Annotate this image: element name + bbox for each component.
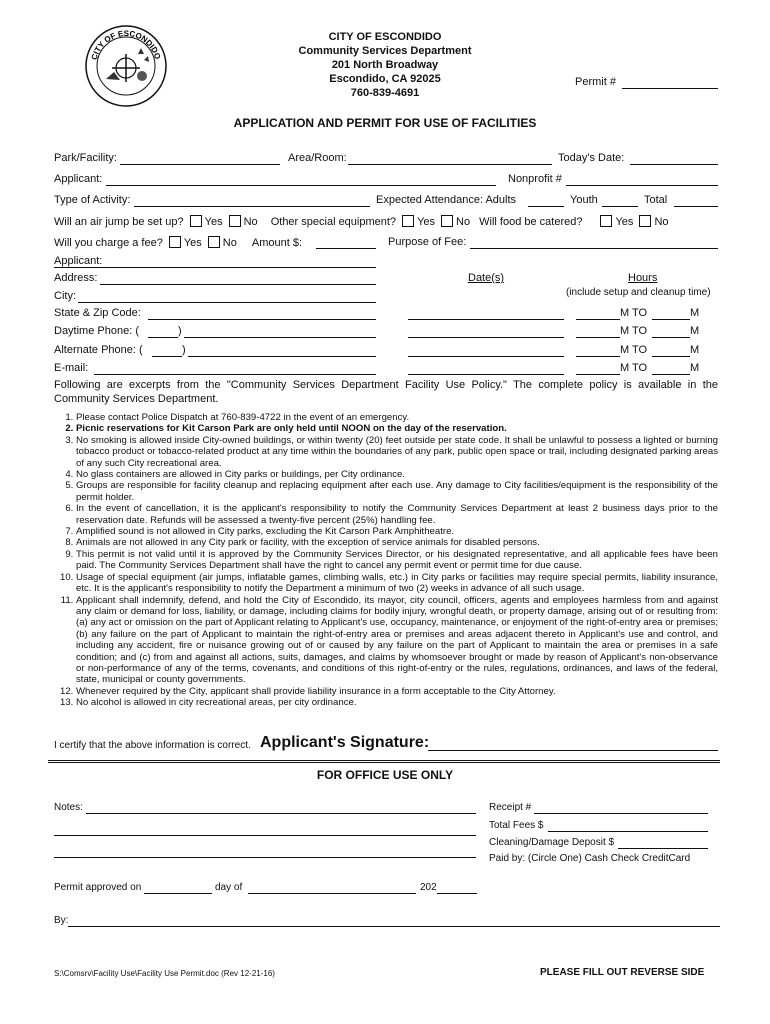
year-field[interactable] [437, 893, 477, 894]
applicant-label: Applicant: [54, 173, 103, 185]
office-title: FOR OFFICE USE ONLY [316, 768, 454, 782]
end-time-4[interactable] [652, 374, 690, 375]
deposit-label: Cleaning/Damage Deposit $ [489, 837, 615, 848]
daytime-phone-label: Daytime Phone: ( [54, 325, 139, 337]
email-label: E-mail: [54, 362, 89, 374]
state-zip-field[interactable] [148, 319, 376, 320]
alternate-phone-label: Alternate Phone: ( [54, 344, 143, 356]
total-fees-label: Total Fees $ [489, 820, 544, 831]
notes-field-3[interactable] [54, 857, 476, 858]
by-label: By: [54, 915, 69, 926]
area-room-label: Area/Room: [288, 152, 347, 164]
svg-text:CITY OF ESCONDIDO: CITY OF ESCONDIDO [89, 28, 163, 61]
todays-date-field[interactable] [630, 164, 718, 165]
type-activity-field[interactable] [134, 206, 370, 207]
city-field[interactable] [78, 302, 376, 303]
policy-item: 12. Whenever required by the City, applicant shall provide liability insurance in a form acceptable to the City Attorney. [76, 686, 718, 697]
approved-on-label: Permit approved on [54, 882, 142, 893]
m-label: M [690, 362, 700, 374]
daytime-area-field[interactable] [148, 337, 178, 338]
m-to-label: M TO [620, 362, 648, 374]
amount-field[interactable] [316, 248, 376, 249]
daytime-phone-field[interactable] [184, 337, 376, 338]
other-equipment-yes-checkbox[interactable] [402, 215, 414, 227]
date-field-1[interactable] [408, 319, 564, 320]
state-zip-label: State & Zip Code: [54, 307, 141, 319]
no-label: No [222, 237, 237, 249]
other-equipment-label: Other special equipment? [270, 216, 397, 228]
receipt-label: Receipt # [489, 802, 532, 813]
header-block [250, 30, 520, 100]
alternate-phone-field[interactable] [188, 356, 376, 357]
policy-item: 13. No alcohol is allowed in city recreational areas, per city ordinance. [76, 697, 718, 708]
purpose-fee-label: Purpose of Fee: [388, 236, 467, 248]
policy-item: 5. Groups are responsible for facility cleanup and replacing equipment after each use. Any damage to City facilities/equipment is the responsibility of the permit holder. [76, 480, 718, 503]
applicant2-label: Applicant: [54, 255, 103, 267]
address-field[interactable] [100, 284, 376, 285]
start-time-2[interactable] [576, 337, 620, 338]
youth-label: Youth [570, 194, 598, 206]
no-label: No [243, 216, 258, 228]
applicant-field[interactable] [106, 185, 496, 186]
date-field-3[interactable] [408, 356, 564, 357]
air-jump-yes-checkbox[interactable] [190, 215, 202, 227]
nonprofit-label: Nonprofit # [508, 173, 562, 185]
equipment-row [54, 215, 669, 228]
area-room-field[interactable] [348, 164, 552, 165]
permit-number-field[interactable] [622, 88, 718, 89]
policy-item: 8. Animals are not allowed in any City park or facility, with the exception of service animals for disabled persons. [76, 537, 718, 548]
catered-yes-checkbox[interactable] [600, 215, 612, 227]
hours-heading: Hours [628, 272, 658, 284]
applicant2-field[interactable] [54, 267, 376, 268]
end-time-1[interactable] [652, 319, 690, 320]
dates-heading: Date(s) [468, 272, 505, 284]
policy-intro: Following are excerpts from the "Community Services Department Facility Use Policy." The complete policy is available in the Community Services Department. [54, 379, 718, 405]
fee-no-checkbox[interactable] [208, 236, 220, 248]
start-time-3[interactable] [576, 356, 620, 357]
file-path: S:\Comsrv\Facility Use\Facility Use Permit.doc (Rev 12-21-16) [54, 969, 275, 978]
date-field-2[interactable] [408, 337, 564, 338]
fee-row [54, 236, 302, 249]
m-label: M [690, 325, 700, 337]
signature-label: Applicant's Signature: [260, 734, 430, 751]
total-field[interactable] [674, 206, 718, 207]
receipt-field[interactable] [534, 813, 708, 814]
air-jump-label: Will an air jump be set up? [54, 216, 184, 228]
certify-text: I certify that the above information is correct. [54, 740, 251, 751]
approved-day-field[interactable] [144, 893, 212, 894]
m-to-label: M TO [620, 307, 648, 319]
address-label: Address: [54, 272, 98, 284]
policy-item: 1. Please contact Police Dispatch at 760-839-4722 in the event of an emergency. [76, 412, 718, 423]
notes-field-1[interactable] [86, 813, 476, 814]
date-field-4[interactable] [408, 374, 564, 375]
phone: 760-839-4691 [350, 87, 420, 99]
yes-label: Yes [204, 216, 223, 228]
permit-label: Permit # [575, 76, 616, 88]
hours-note: (include setup and cleanup time) [566, 287, 711, 298]
todays-date-label: Today's Date: [558, 152, 625, 164]
policy-item: 10. Usage of special equipment (air jumps, inflatable games, climbing walls, etc.) in City parks or facilities may require special permits, liability insurance, etc. It is the applicant's responsibility to notify the Department a minimum of two (2) weeks in advance of all such usage. [76, 572, 718, 595]
divider [48, 760, 720, 763]
total-fees-field[interactable] [548, 831, 708, 832]
adults-field[interactable] [528, 206, 564, 207]
amount-label: Amount $: [251, 237, 303, 249]
policy-item: 2. Picnic reservations for Kit Carson Park are only held until NOON on the day of the reservation. [76, 423, 718, 434]
purpose-fee-field[interactable] [470, 248, 718, 249]
air-jump-no-checkbox[interactable] [229, 215, 241, 227]
signature-field[interactable] [428, 750, 718, 751]
by-field[interactable] [68, 926, 720, 927]
paren: ) [178, 325, 182, 337]
deposit-field[interactable] [618, 848, 708, 849]
policy-item: 6. In the event of cancellation, it is the applicant's responsibility to notify the Community Services Department at least 2 business days prior to the reservation date. Refunds will be assessed a twenty-five percent (25%) handling fee. [76, 503, 718, 526]
m-to-label: M TO [620, 344, 648, 356]
org-name: CITY OF ESCONDIDO [328, 31, 442, 43]
city-label: City: [54, 290, 76, 302]
year-label: 202 [420, 882, 437, 893]
start-time-1[interactable] [576, 319, 620, 320]
policy-item: 4. No glass containers are allowed in City parks or buildings, per City ordinance. [76, 469, 718, 480]
end-time-2[interactable] [652, 337, 690, 338]
type-activity-label: Type of Activity: [54, 194, 131, 206]
park-facility-field[interactable] [120, 164, 280, 165]
notes-field-2[interactable] [54, 835, 476, 836]
policy-item: 11. Applicant shall indemnify, defend, and hold the City of Escondido, its mayor, city council, officers, agents and employees harmless from and against any claim or demand for loss, liability, or damage, including claims for bodily injury, wrongful death, or property damage, arising out of or resulting from: (a) any act or omission on the part of Applicant relating to Applicant's use, occupancy, maintenance, or enjoyment of the right-of-entry area or premises; (b) any failure on the part of Applicant to maintain the right-of-entry area or premises and areas adjacent thereto in Applicant's use and control, and including any accident, fire or nuisance growing out of or caused by any failure on the part of Applicant to maintain the area or premises in a safe condition; and (c) from and against all actions, suits, damages, and claims by whomsoever brought or made by reason of Applicant's non-observance or non-performance of any of the terms, covenants, and conditions of this right-of-entry or the rules, regulations, ordinances, and laws of the federal, state, municipal or county governments. [76, 595, 718, 686]
nonprofit-field[interactable] [566, 185, 718, 186]
email-field[interactable] [94, 374, 376, 375]
no-label: No [654, 216, 669, 228]
m-label: M [690, 307, 700, 319]
total-label: Total [644, 194, 668, 206]
approved-month-field[interactable] [248, 893, 416, 894]
no-label: No [456, 216, 471, 228]
charge-fee-label: Will you charge a fee? [54, 237, 163, 249]
city-seal-logo [84, 24, 168, 108]
yes-label: Yes [417, 216, 436, 228]
paid-by-label: Paid by: (Circle One) Cash Check CreditCard [489, 853, 691, 864]
start-time-4[interactable] [576, 374, 620, 375]
yes-label: Yes [615, 216, 634, 228]
m-to-label: M TO [620, 325, 648, 337]
end-time-3[interactable] [652, 356, 690, 357]
page-title: APPLICATION AND PERMIT FOR USE OF FACILITIES [233, 116, 537, 130]
attendance-label: Expected Attendance: Adults [376, 194, 517, 206]
paren: ) [182, 344, 186, 356]
policy-item: 9. This permit is not valid until it is approved by the Community Services Director, or his designated representative, and all applicable fees have been paid. The Community Services Department shall have the right to cancel any permit event or permit time for due cause. [76, 549, 718, 572]
dept-name: Community Services Department [298, 45, 472, 57]
policy-item: 7. Amplified sound is not allowed in City parks, excluding the Kit Carson Park Amphitheatre. [76, 526, 718, 537]
catered-no-checkbox[interactable] [639, 215, 651, 227]
day-of-label: day of [215, 882, 243, 893]
yes-label: Yes [183, 237, 202, 249]
alternate-area-field[interactable] [152, 356, 182, 357]
street: 201 North Broadway [331, 59, 439, 71]
city-state: Escondido, CA 92025 [329, 73, 441, 85]
catered-label: Will food be catered? [479, 216, 583, 228]
m-label: M [690, 344, 700, 356]
fee-yes-checkbox[interactable] [169, 236, 181, 248]
other-equipment-no-checkbox[interactable] [441, 215, 453, 227]
park-facility-label: Park/Facility: [54, 152, 117, 164]
youth-field[interactable] [602, 206, 638, 207]
policy-list [54, 412, 718, 709]
reverse-side-note: PLEASE FILL OUT REVERSE SIDE [540, 967, 705, 978]
notes-label: Notes: [54, 802, 83, 813]
policy-item: 3. No smoking is allowed inside City-owned buildings, or within twenty (20) feet outside per state code. It shall be unlawful to possess a lighted or burning tobacco product or tobacco-related product at any time within the boundaries of any park, public open space or trail, including designated parking areas of any such City recreational area. [76, 435, 718, 469]
